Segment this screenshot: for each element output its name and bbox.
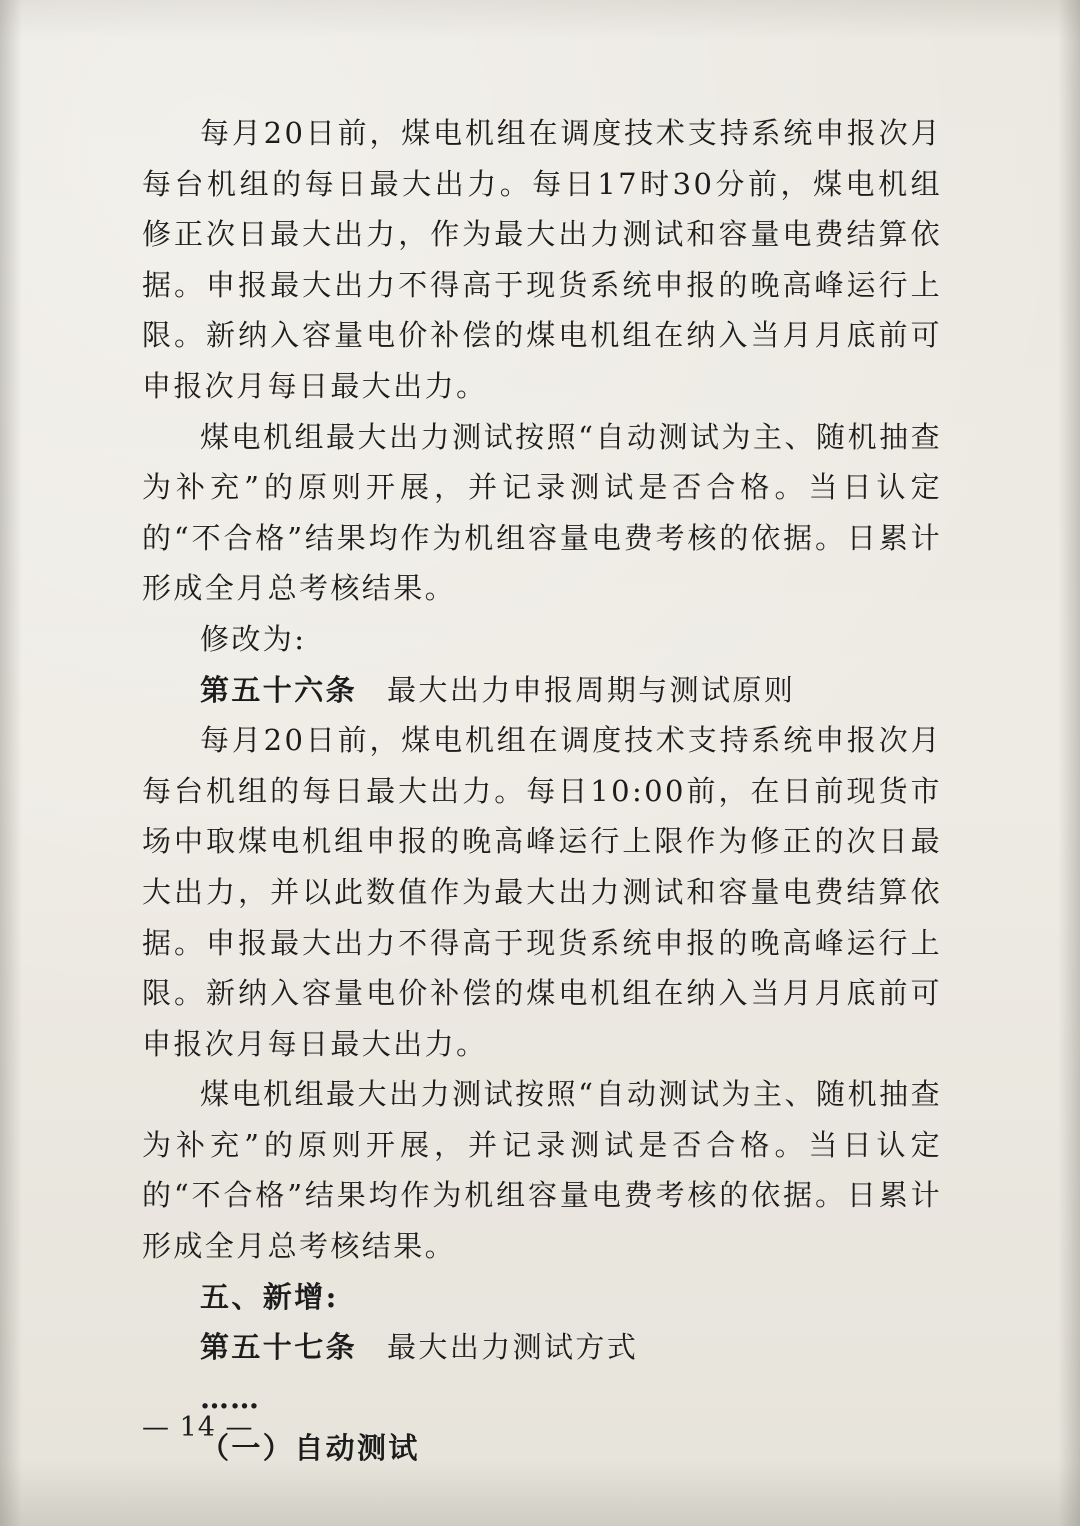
paragraph-revised-declaration: 每月20日前，煤电机组在调度技术支持系统申报次月每台机组的每日最大出力。每日10:00前，在日前现货市场中取煤电机组申报的晚高峰运行上限作为修正的次日最大出力，并以此数值作为最大出力测试和容量电费结算依据。申报最大出力不得高于现货系统申报的晚高峰运行上限。新纳入容量电价补偿的煤电机组在纳入当月月底前可申报次月每日最大出力。 — [142, 723, 942, 1061]
ellipsis: …… — [200, 1380, 260, 1415]
paragraph-original-testing-principle: 煤电机组最大出力测试按照“自动测试为主、随机抽查为补充”的原则开展，并记录测试是否合格。当日认定的“不合格”结果均作为机组容量电费考核的依据。日累计形成全月总考核结果。 — [142, 419, 942, 606]
subsection-1-auto-test: （一）自动测试 — [200, 1431, 420, 1466]
paragraph-original-declaration: 每月20日前，煤电机组在调度技术支持系统申报次月每台机组的每日最大出力。每日17时30分前，煤电机组修正次日最大出力，作为最大出力测试和容量电费结算依据。申报最大出力不得高于现货系统申报的晚高峰运行上限。新纳入容量电价补偿的煤电机组在纳入当月月底前可申报次月每日最大出力。 — [142, 116, 942, 403]
page-number: — 14 — — [142, 1412, 254, 1443]
scan-shadow-left — [0, 0, 22, 1526]
article-57-number: 第五十七条 — [200, 1330, 358, 1365]
scan-shadow-right — [1058, 0, 1080, 1526]
paragraph-revised-testing-principle: 煤电机组最大出力测试按照“自动测试为主、随机抽查为补充”的原则开展，并记录测试是否合格。当日认定的“不合格”结果均作为机组容量电费考核的依据。日累计形成全月总考核结果。 — [142, 1077, 942, 1264]
article-57-heading — [142, 1322, 942, 1373]
article-57-title: 最大出力测试方式 — [387, 1330, 639, 1365]
document-body — [142, 108, 942, 1474]
modify-label: 修改为: — [200, 621, 307, 656]
article-56-heading — [142, 665, 942, 716]
article-56-title: 最大出力申报周期与测试原则 — [387, 672, 796, 707]
section-5-label: 五、新增: — [200, 1279, 339, 1314]
article-56-number: 第五十六条 — [200, 672, 358, 707]
